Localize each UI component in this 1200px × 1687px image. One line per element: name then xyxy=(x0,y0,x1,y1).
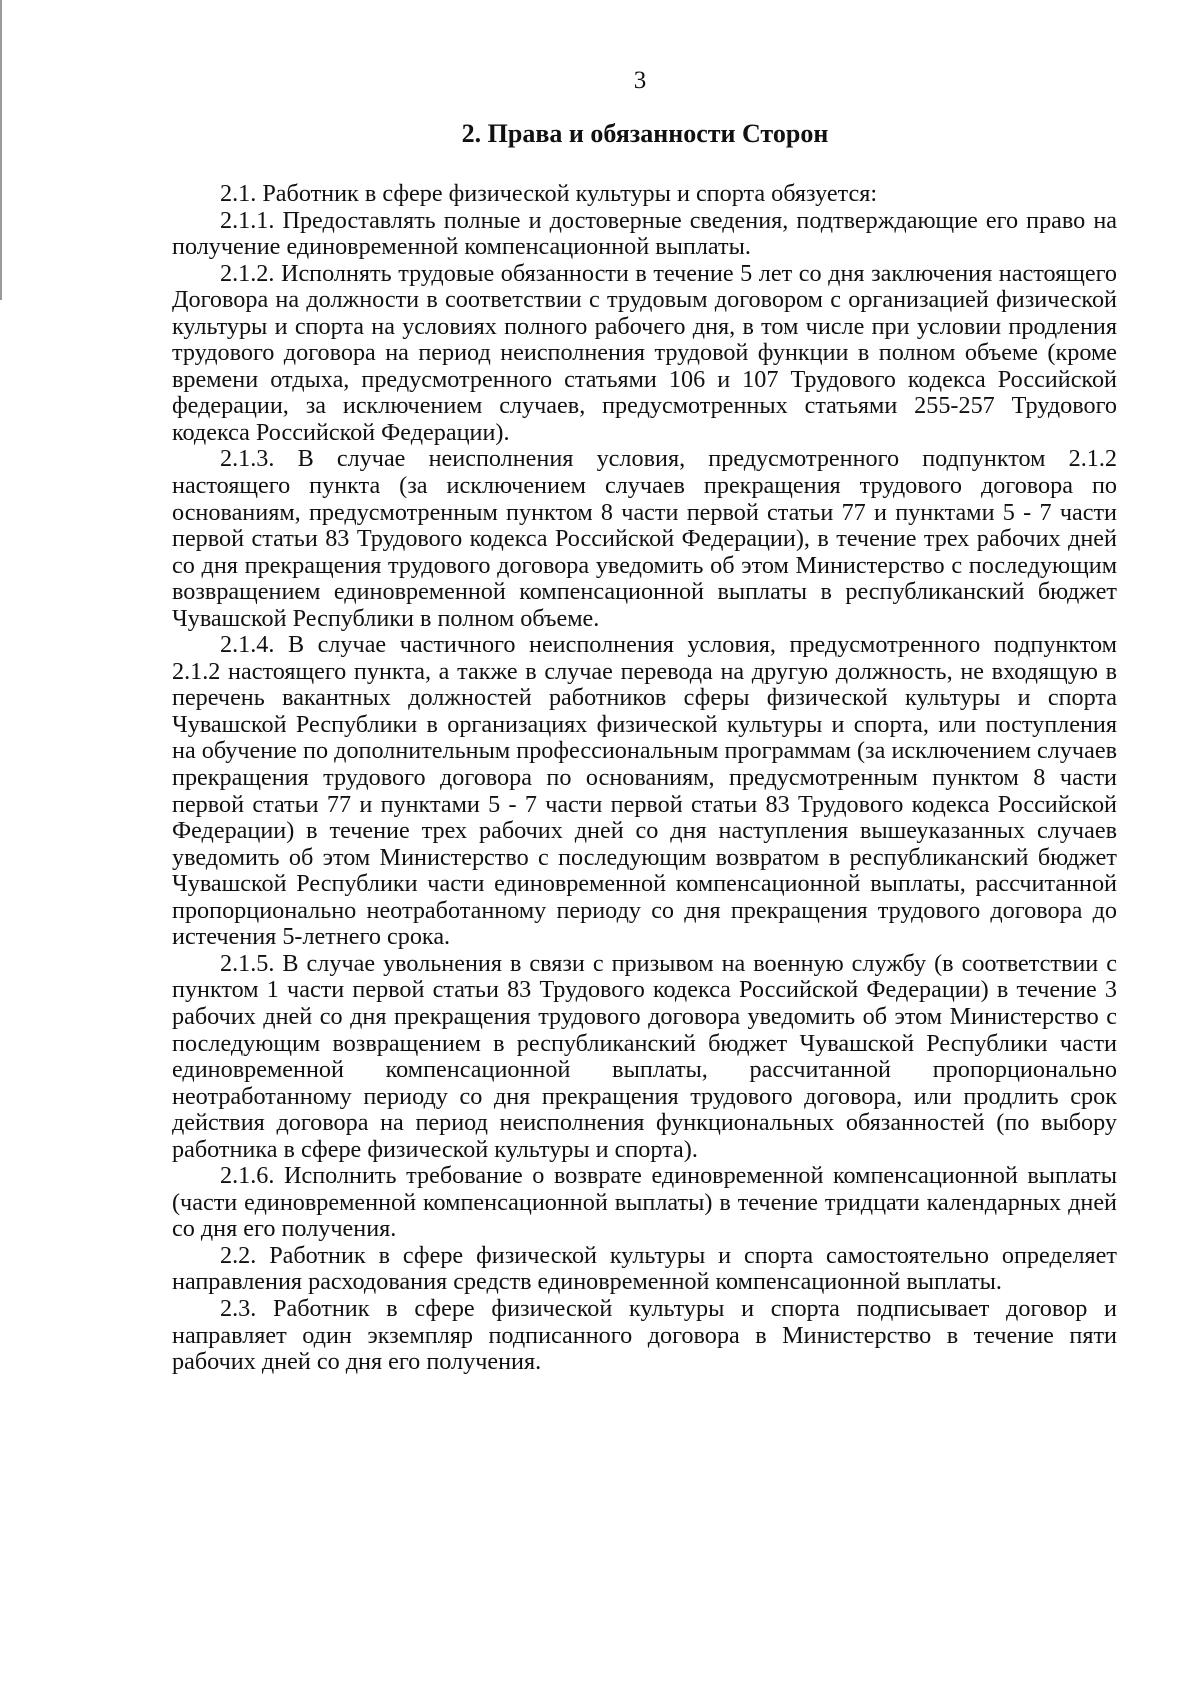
paragraph-2-3: 2.3. Работник в сфере физической культуры и спорта подписывает договор и направляет один экземпляр подписанного договора в Министерство в течение пяти рабочих дней со дня его получения. xyxy=(172,1294,1117,1376)
scan-edge-line xyxy=(0,0,2,300)
page-number: 3 xyxy=(633,67,647,94)
paragraph-2-1-5: 2.1.5. В случае увольнения в связи с призывом на военную службу (в соответствии с пунктом 1 части первой статьи 83 Трудового кодекса Российской Федерации) в течение 3 рабочих дней со дня прекращения трудового договора уведомить об этом Министерство с последующим возвращением в республиканский бюджет Чувашской Республики части единовременной компенсационной выплаты, рассчитанной пропорционально неотработанному периоду со дня прекращения трудового договора, или продлить срок действия договора на период неисполнения функциональных обязанностей (по выбору работника в сфере физической культуры и спорта). xyxy=(172,949,1117,1163)
paragraph-2-1-2: 2.1.2. Исполнять трудовые обязанности в течение 5 лет со дня заключения настоящего Договора на должности в соответствии с трудовым договором с организацией физической культуры и спорта на условиях полного рабочего дня, в том числе при условии продления трудового договора на период неисполнения трудовой функции в полном объеме (кроме времени отдыха, предусмотренного статьями 106 и 107 Трудового кодекса Российской федерации, за исключением случаев, предусмотренных статьями 255-257 Трудового кодекса Российской Федерации). xyxy=(172,259,1117,446)
document-body xyxy=(172,181,1117,1376)
paragraph-2-1-1: 2.1.1. Предоставлять полные и достоверные сведения, подтверждающие его право на получение единовременной компенсационной выплаты. xyxy=(172,206,1117,261)
paragraph-2-1-6: 2.1.6. Исполнить требование о возврате единовременной компенсационной выплаты (части единовременной компенсационной выплаты) в течение тридцати календарных дней со дня его получения. xyxy=(172,1162,1117,1243)
paragraph-2-1: 2.1. Работник в сфере физической культуры и спорта обязуется: xyxy=(220,180,878,207)
paragraph-2-2: 2.2. Работник в сфере физической культуры и спорта самостоятельно определяет направления расходования средств единовременной компенсационной выплаты. xyxy=(172,1241,1117,1296)
paragraph-2-1-4: 2.1.4. В случае частичного неисполнения условия, предусмотренного подпунктом 2.1.2 настоящего пункта, а также в случае перевода на другую должность, не входящую в перечень вакантных должностей работников сферы физической культуры и спорта Чувашской Республики в организациях физической культуры и спорта, или поступления на обучение по дополнительным профессиональным программам (за исключением случаев прекращения трудового договора по основаниям, предусмотренным пунктом 8 части первой статьи 77 и пунктами 5 - 7 части первой статьи 83 Трудового кодекса Российской Федерации) в течение трех рабочих дней со дня наступления вышеуказанных случаев уведомить об этом Министерство с последующим возвратом в республиканский бюджет Чувашской Республики части единовременной компенсационной выплаты, рассчитанной пропорционально неотработанному периоду со дня прекращения трудового договора до истечения 5-летнего срока. xyxy=(172,631,1117,951)
paragraph-2-1-3: 2.1.3. В случае неисполнения условия, предусмотренного подпунктом 2.1.2 настоящего пункта (за исключением случаев прекращения трудового договора по основаниям, предусмотренным пунктом 8 части первой статьи 77 и пунктами 5 - 7 части первой статьи 83 Трудового кодекса Российской Федерации), в течение трех рабочих дней со дня прекращения трудового договора уведомить об этом Министерство с последующим возвращением единовременной компенсационной выплаты в республиканский бюджет Чувашской Республики в полном объеме. xyxy=(172,445,1117,632)
section-title: 2. Права и обязанности Сторон xyxy=(461,119,829,148)
